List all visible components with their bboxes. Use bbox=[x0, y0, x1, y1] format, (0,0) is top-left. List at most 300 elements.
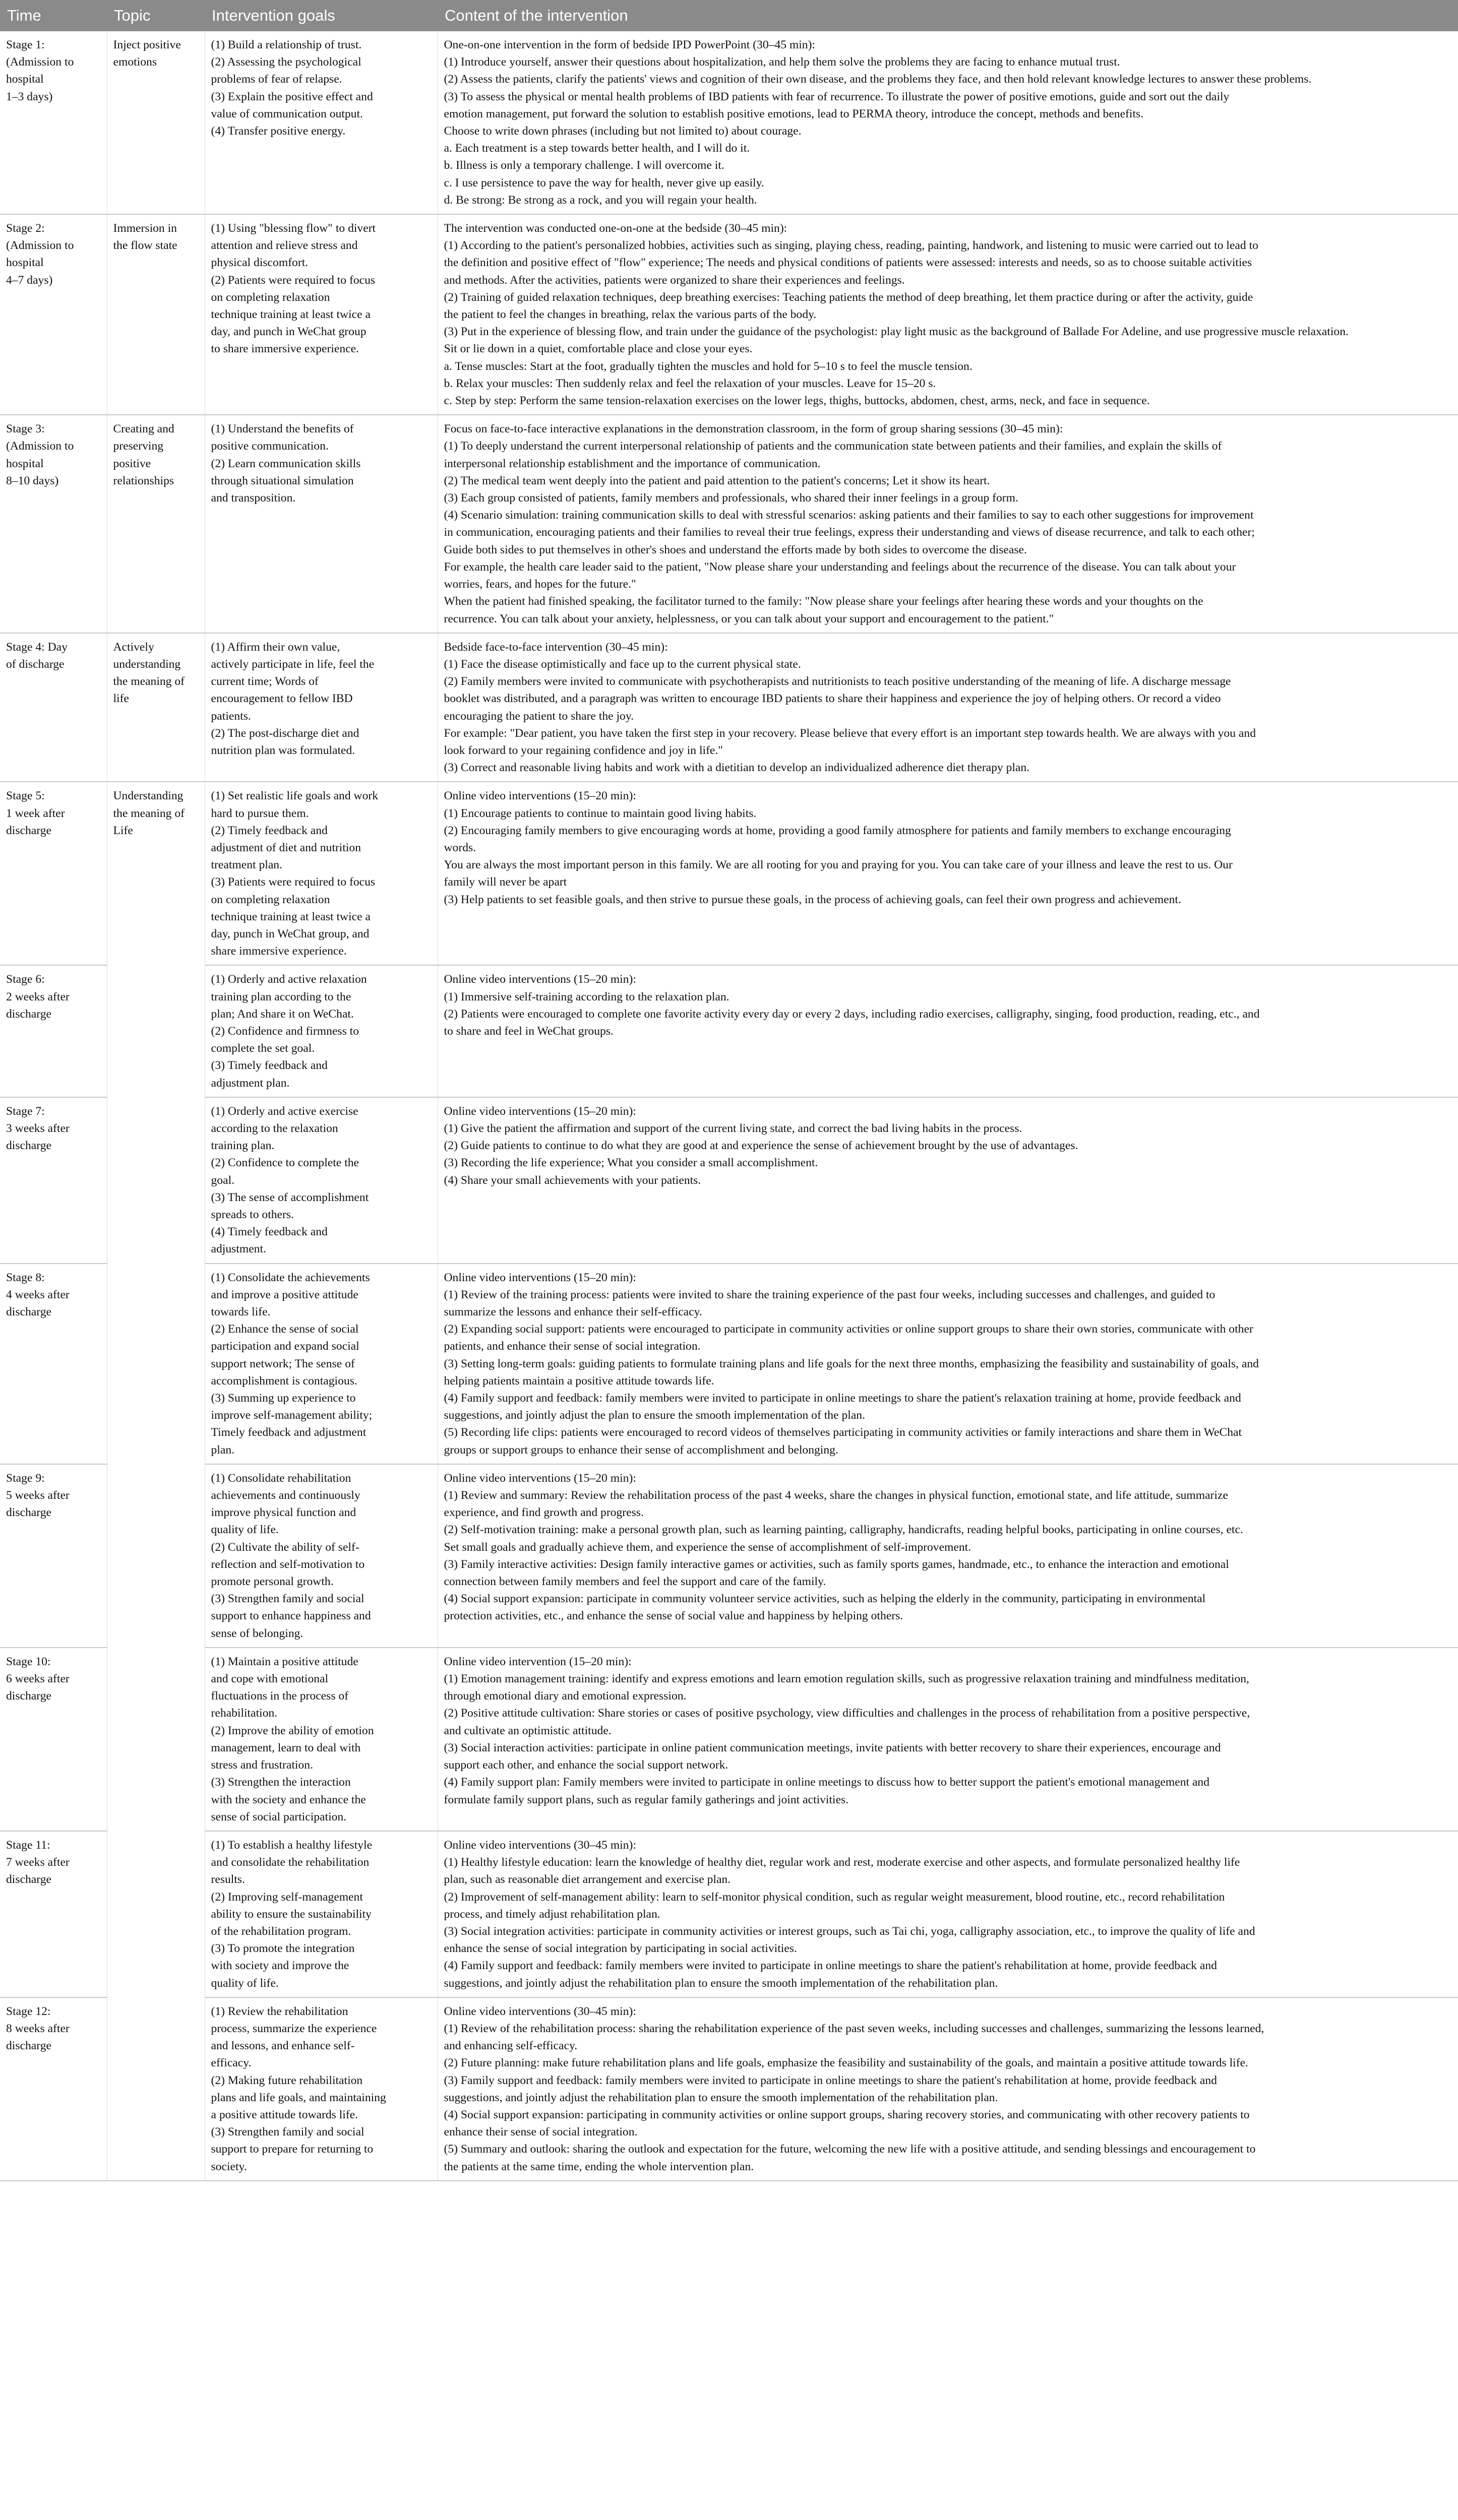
goals-line: day, punch in WeChat group, and bbox=[211, 927, 370, 940]
goals-cell bbox=[205, 782, 438, 965]
goals-cell bbox=[205, 633, 438, 782]
topic-line: Understanding bbox=[113, 789, 184, 803]
content-line: family will never be apart bbox=[444, 875, 567, 889]
content-line: worries, fears, and hopes for the future." bbox=[444, 578, 636, 591]
goals-line: society. bbox=[211, 2160, 247, 2173]
content-line: Focus on face-to-face interactive explanations in the demonstration classroom, in the form of group sharing sessions (30–45 min): bbox=[444, 422, 1063, 436]
time-line: discharge bbox=[6, 1873, 51, 1886]
topic-line: Life bbox=[113, 824, 133, 837]
topic-cell bbox=[107, 214, 205, 415]
content-line: (1) Review of the training process: patients were invited to share the training experience of the past four weeks, including successes and challenges, and guided to bbox=[444, 1288, 1216, 1301]
goals-line: with the society and enhance the bbox=[211, 1793, 366, 1806]
time-line: 4–7 days) bbox=[6, 273, 53, 287]
goals-line: (1) Orderly and active exercise bbox=[211, 1104, 358, 1118]
time-line: of discharge bbox=[6, 657, 65, 671]
table-row bbox=[0, 1648, 1458, 1831]
goals-line: (2) The post-discharge diet and bbox=[211, 726, 359, 740]
goals-line: (3) Strengthen family and social bbox=[211, 1592, 364, 1606]
topic-line: Creating and bbox=[113, 422, 174, 436]
goals-line: on completing relaxation bbox=[211, 893, 330, 906]
time-line: 2 weeks after bbox=[6, 990, 70, 1003]
time-line: hospital bbox=[6, 256, 44, 270]
time-line: 1–3 days) bbox=[6, 90, 53, 103]
goals-line: participation and expand social bbox=[211, 1340, 359, 1353]
time-cell bbox=[0, 1097, 107, 1264]
content-line: and methods. After the activities, patients were organized to share their experiences and feelings. bbox=[444, 273, 905, 287]
topic-cell bbox=[107, 965, 205, 1097]
topic-cell bbox=[107, 782, 205, 965]
time-line: 5 weeks after bbox=[6, 1489, 70, 1502]
goals-line: sense of social participation. bbox=[211, 1810, 347, 1823]
content-line: to share and feel in WeChat groups. bbox=[444, 1024, 614, 1038]
goals-line: nutrition plan was formulated. bbox=[211, 743, 355, 757]
content-line: (3) Setting long-term goals: guiding patients to formulate training plans and life goals for the next three months, emphasizing the feasibility and sustainability of goals, and bbox=[444, 1357, 1259, 1370]
time-line: discharge bbox=[6, 1139, 51, 1153]
table-row bbox=[0, 633, 1458, 782]
header-intervention-goals: Intervention goals bbox=[205, 0, 438, 31]
time-line: (Admission to bbox=[6, 55, 74, 69]
goals-line: fluctuations in the process of bbox=[211, 1689, 349, 1703]
content-line: (1) Introduce yourself, answer their questions about hospitalization, and help them solve the problems they are facing to enhance mutual trust. bbox=[444, 55, 1120, 69]
content-line: helping patients maintain a positive attitude towards life. bbox=[444, 1374, 714, 1388]
goals-line: reflection and self-motivation to bbox=[211, 1557, 365, 1571]
goals-line: management, learn to deal with bbox=[211, 1741, 361, 1754]
time-cell bbox=[0, 1464, 107, 1648]
time-line: (Admission to bbox=[6, 439, 74, 453]
table-row bbox=[0, 782, 1458, 965]
goals-line: with society and improve the bbox=[211, 1959, 349, 1973]
table-row bbox=[0, 415, 1458, 633]
goals-line: treatment plan. bbox=[211, 858, 283, 872]
time-line: discharge bbox=[6, 1506, 51, 1520]
goals-line: value of communication output. bbox=[211, 107, 363, 120]
goals-line: share immersive experience. bbox=[211, 944, 347, 958]
goals-line: and cope with emotional bbox=[211, 1672, 329, 1686]
header-time: Time bbox=[0, 0, 107, 31]
goals-line: Timely feedback and adjustment bbox=[211, 1426, 367, 1439]
time-line: discharge bbox=[6, 1689, 51, 1703]
goals-line: physical discomfort. bbox=[211, 256, 309, 270]
goals-line: accomplishment is contagious. bbox=[211, 1374, 357, 1388]
goals-line: towards life. bbox=[211, 1305, 271, 1319]
goals-line: on completing relaxation bbox=[211, 290, 330, 304]
content-line: (4) Social support expansion: participating in community activities or online support groups, sharing recovery stories, and communicating with other recovery patients to bbox=[444, 2108, 1250, 2121]
content-cell bbox=[438, 965, 1458, 1097]
goals-line: adjustment. bbox=[211, 1242, 266, 1256]
content-line: (2) Positive attitude cultivation: Share stories or cases of positive psychology, view difficulties and challenges in the process of rehabilitation from a positive perspective, bbox=[444, 1707, 1250, 1720]
topic-cell bbox=[107, 1648, 205, 1831]
topic-cell bbox=[107, 415, 205, 633]
goals-line: (2) Making future rehabilitation bbox=[211, 2073, 363, 2087]
content-line: Online video intervention (15–20 min): bbox=[444, 1655, 632, 1668]
content-line: (3) Family support and feedback: family members were invited to participate in online meetings to share the patient's rehabilitation at home, provide feedback and bbox=[444, 2073, 1217, 2087]
time-line: Stage 2: bbox=[6, 222, 45, 235]
time-line: hospital bbox=[6, 73, 44, 86]
content-line: (2) Training of guided relaxation techniques, deep breathing exercises: Teaching patients the method of deep breathing, let them practice during or after the activity, guide bbox=[444, 290, 1253, 304]
time-cell bbox=[0, 1264, 107, 1464]
goals-line: stress and frustration. bbox=[211, 1758, 313, 1772]
content-line: (3) Family interactive activities: Design family interactive games or activities, such as family sports games, handmade, etc., to enhance the interaction and emotional bbox=[444, 1557, 1229, 1571]
content-line: (1) Healthy lifestyle education: learn the knowledge of healthy diet, regular work and rest, moderate exercise and other aspects, and formulate personalized healthy life bbox=[444, 1856, 1240, 1869]
goals-line: (3) Strengthen family and social bbox=[211, 2125, 364, 2139]
goals-line: and improve a positive attitude bbox=[211, 1288, 358, 1301]
goals-line: technique training at least twice a bbox=[211, 910, 371, 923]
goals-line: (1) Build a relationship of trust. bbox=[211, 38, 362, 51]
goals-cell bbox=[205, 415, 438, 633]
time-line: (Admission to bbox=[6, 239, 74, 253]
goals-cell bbox=[205, 1997, 438, 2181]
content-line: (3) Social interaction activities: participate in online patient communication meetings, invite patients with better recovery to share their experiences, encourage and bbox=[444, 1741, 1221, 1754]
content-cell bbox=[438, 1831, 1458, 1997]
goals-line: goal. bbox=[211, 1173, 235, 1187]
table-row bbox=[0, 1831, 1458, 1997]
time-line: Stage 7: bbox=[6, 1104, 45, 1118]
goals-cell bbox=[205, 1264, 438, 1464]
goals-line: (3) To promote the integration bbox=[211, 1942, 355, 1956]
goals-line: (4) Transfer positive energy. bbox=[211, 124, 346, 138]
content-line: Online video interventions (15–20 min): bbox=[444, 1104, 636, 1118]
goals-line: (4) Timely feedback and bbox=[211, 1225, 328, 1239]
goals-line: a positive attitude towards life. bbox=[211, 2108, 358, 2121]
content-line: in communication, encouraging patients and their families to reveal their true feelings, express their understanding and views of disease recurrence, and talk to each other; bbox=[444, 526, 1255, 539]
table-body bbox=[0, 31, 1458, 2181]
content-line: (1) Encourage patients to continue to maintain good living habits. bbox=[444, 806, 757, 820]
topic-cell bbox=[107, 31, 205, 214]
goals-line: to share immersive experience. bbox=[211, 342, 359, 356]
header-content: Content of the intervention bbox=[438, 0, 1458, 31]
content-line: the patients at the same time, ending the whole intervention plan. bbox=[444, 2160, 754, 2173]
goals-line: results. bbox=[211, 1873, 245, 1886]
content-line: Sit or lie down in a quiet, comfortable place and close your eyes. bbox=[444, 342, 753, 356]
time-cell bbox=[0, 782, 107, 965]
content-line: Online video interventions (15–20 min): bbox=[444, 1471, 636, 1485]
content-line: suggestions, and jointly adjust the plan to ensure the smooth implementation of the plan. bbox=[444, 1409, 865, 1422]
content-line: words. bbox=[444, 841, 476, 854]
time-line: Stage 1: bbox=[6, 38, 45, 51]
goals-line: through situational simulation bbox=[211, 474, 354, 487]
content-line: (1) Review of the rehabilitation process: sharing the rehabilitation experience of the past seven weeks, including successes and challenges, summarizing the lessons learned, bbox=[444, 2022, 1264, 2035]
content-line: (2) Assess the patients, clarify the patients' views and cognition of their own disease, and the problems they face, and then hold relevant knowledge lectures to answer these problems. bbox=[444, 73, 1312, 86]
goals-line: of the rehabilitation program. bbox=[211, 1924, 351, 1938]
goals-line: adjustment plan. bbox=[211, 1076, 290, 1090]
content-line: interpersonal relationship establishment and the importance of communication. bbox=[444, 457, 821, 470]
content-line: (1) Emotion management training: identify and express emotions and learn emotion regulation skills, such as progressive relaxation training and mindfulness meditation, bbox=[444, 1672, 1249, 1686]
content-line: (2) Encouraging family members to give encouraging words at home, providing a good family atmosphere for patients and family members to exchange encouraging bbox=[444, 824, 1231, 837]
table-row bbox=[0, 1997, 1458, 2181]
table-row bbox=[0, 31, 1458, 214]
time-line: hospital bbox=[6, 457, 44, 470]
topic-line: the flow state bbox=[113, 239, 177, 253]
goals-line: and lessons, and enhance self- bbox=[211, 2039, 355, 2053]
topic-line: understanding bbox=[113, 657, 181, 671]
time-line: discharge bbox=[6, 1007, 51, 1021]
content-line: and enhancing self-efficacy. bbox=[444, 2039, 578, 2053]
goals-line: (3) Patients were required to focus bbox=[211, 875, 376, 889]
topic-line: Inject positive bbox=[113, 38, 181, 51]
goals-line: technique training at least twice a bbox=[211, 308, 371, 322]
time-line: 8–10 days) bbox=[6, 474, 59, 487]
content-line: b. Relax your muscles: Then suddenly relax and feel the relaxation of your muscles. Leave for 15–20 s. bbox=[444, 376, 936, 390]
goals-line: training plan. bbox=[211, 1139, 275, 1153]
content-cell bbox=[438, 1997, 1458, 2181]
goals-line: problems of fear of relapse. bbox=[211, 73, 342, 86]
table-header-row bbox=[0, 0, 1458, 31]
goals-line: (1) Affirm their own value, bbox=[211, 640, 340, 654]
goals-line: (1) To establish a healthy lifestyle bbox=[211, 1838, 373, 1852]
goals-cell bbox=[205, 1097, 438, 1264]
content-line: (3) Each group consisted of patients, family members and professionals, who shared their inner feelings in a group form. bbox=[444, 491, 1018, 505]
content-line: Guide both sides to put themselves in other's shoes and understand the efforts made by both sides to overcome the disease. bbox=[444, 543, 1027, 556]
content-cell bbox=[438, 214, 1458, 415]
goals-line: spreads to others. bbox=[211, 1208, 294, 1221]
content-cell bbox=[438, 1464, 1458, 1648]
goals-line: complete the set goal. bbox=[211, 1042, 315, 1055]
goals-line: (1) Maintain a positive attitude bbox=[211, 1655, 358, 1668]
goals-line: (2) Confidence and firmness to bbox=[211, 1024, 359, 1038]
time-line: Stage 8: bbox=[6, 1271, 45, 1284]
content-line: Bedside face-to-face intervention (30–45 min): bbox=[444, 640, 668, 654]
content-line: (4) Family support and feedback: family members were invited to participate in online meetings to share the patient's rehabilitation at home, provide feedback and bbox=[444, 1959, 1217, 1973]
content-line: c. I use persistence to pave the way for health, never give up easily. bbox=[444, 176, 764, 190]
content-line: Set small goals and gradually achieve them, and experience the sense of accomplishment of self-improvement. bbox=[444, 1540, 971, 1554]
goals-line: promote personal growth. bbox=[211, 1575, 334, 1589]
topic-cell bbox=[107, 1464, 205, 1648]
table-row bbox=[0, 1097, 1458, 1264]
content-line: look forward to your regaining confidence and joy in life." bbox=[444, 743, 723, 757]
goals-line: (1) Set realistic life goals and work bbox=[211, 789, 379, 803]
content-line: Online video interventions (15–20 min): bbox=[444, 973, 636, 986]
goals-line: (1) Using "blessing flow" to divert bbox=[211, 222, 376, 235]
content-line: (3) To assess the physical or mental health problems of IBD patients with fear of recurrence. To illustrate the power of positive emotions, guide and sort out the daily bbox=[444, 90, 1230, 103]
time-cell bbox=[0, 31, 107, 214]
time-line: 7 weeks after bbox=[6, 1856, 70, 1869]
content-line: (2) Family members were invited to communicate with psychotherapists and nutritionists to teach positive understanding of the meaning of life. A discharge message bbox=[444, 675, 1231, 688]
content-line: the patient to feel the changes in breathing, relax the various parts of the body. bbox=[444, 308, 817, 322]
goals-line: (2) Patients were required to focus bbox=[211, 273, 376, 287]
content-cell bbox=[438, 31, 1458, 214]
content-line: d. Be strong: Be strong as a rock, and you will regain your health. bbox=[444, 193, 757, 207]
time-line: Stage 4: Day bbox=[6, 640, 68, 654]
goals-line: actively participate in life, feel the bbox=[211, 657, 375, 671]
time-cell bbox=[0, 1648, 107, 1831]
content-line: (3) Social integration activities: participate in community activities or interest groups, such as Tai chi, yoga, calligraphy association, etc., to improve the quality of life and bbox=[444, 1924, 1255, 1938]
content-line: enhance the sense of social integration by participating in social activities. bbox=[444, 1942, 797, 1956]
content-line: One-on-one intervention in the form of bedside IPD PowerPoint (30–45 min): bbox=[444, 38, 816, 51]
table-row bbox=[0, 1264, 1458, 1464]
content-line: connection between family members and feel the support and care of the family. bbox=[444, 1575, 826, 1589]
content-line: patients, and enhance their sense of social integration. bbox=[444, 1340, 701, 1353]
content-line: (2) Improvement of self-management ability: learn to self-monitor physical condition, such as regular weight measurement, blood routine, etc., record rehabilitation bbox=[444, 1890, 1225, 1904]
content-line: (1) According to the patient's personalized hobbies, activities such as singing, playing chess, reading, painting, handwork, and listening to music were carried out to lead to bbox=[444, 239, 1258, 253]
goals-line: (2) Confidence to complete the bbox=[211, 1156, 359, 1170]
content-line: support each other, and enhance the social support network. bbox=[444, 1758, 728, 1772]
table-row bbox=[0, 965, 1458, 1097]
goals-line: (2) Learn communication skills bbox=[211, 457, 361, 470]
goals-line: (3) Timely feedback and bbox=[211, 1059, 328, 1073]
goals-line: (1) Orderly and active relaxation bbox=[211, 973, 367, 986]
goals-line: adjustment of diet and nutrition bbox=[211, 841, 361, 854]
topic-line: positive bbox=[113, 457, 151, 470]
goals-line: hard to pursue them. bbox=[211, 806, 309, 820]
content-line: (4) Scenario simulation: training communication skills to deal with stressful scenarios: asking patients and their families to say to each other suggestions for improvement bbox=[444, 509, 1254, 522]
table-row bbox=[0, 214, 1458, 415]
goals-line: (2) Cultivate the ability of self- bbox=[211, 1540, 359, 1554]
content-line: enhance their sense of social integration. bbox=[444, 2125, 638, 2139]
content-line: booklet was distributed, and a paragraph was written to encourage IBD patients to share their happiness and experience the joy of helping others. Or record a video bbox=[444, 692, 1221, 706]
content-line: (2) Future planning: make future rehabilitation plans and life goals, emphasize the feasibility and sustainability of the goals, and maintain a positive attitude towards life. bbox=[444, 2056, 1248, 2070]
goals-cell bbox=[205, 214, 438, 415]
goals-line: support network; The sense of bbox=[211, 1357, 355, 1370]
goals-line: (3) Strengthen the interaction bbox=[211, 1776, 351, 1789]
time-cell bbox=[0, 1831, 107, 1997]
content-line: emotion management, put forward the solution to establish positive emotions, lead to PERMA theory, introduce the concept, methods and benefits. bbox=[444, 107, 1144, 120]
time-line: Stage 11: bbox=[6, 1838, 50, 1852]
content-line: plan, such as reasonable diet arrangement and exercise plan. bbox=[444, 1873, 731, 1886]
time-cell bbox=[0, 1997, 107, 2181]
topic-line: the meaning of bbox=[113, 675, 185, 688]
topic-line: preserving bbox=[113, 439, 164, 453]
content-line: You are always the most important person in this family. We are all rooting for you and praying for you. You can take care of your illness and leave the rest to us. Our bbox=[444, 858, 1233, 872]
goals-cell bbox=[205, 31, 438, 214]
time-line: discharge bbox=[6, 2039, 51, 2053]
goals-line: (2) Enhance the sense of social bbox=[211, 1322, 359, 1336]
goals-line: (1) Review the rehabilitation bbox=[211, 2004, 348, 2018]
content-line: (4) Social support expansion: participate in community volunteer service activities, such as helping the elderly in the community, participating in environmental bbox=[444, 1592, 1206, 1606]
goals-line: (2) Timely feedback and bbox=[211, 824, 328, 837]
goals-line: (1) Consolidate rehabilitation bbox=[211, 1471, 351, 1485]
table-row bbox=[0, 1464, 1458, 1648]
content-line: and cultivate an optimistic attitude. bbox=[444, 1724, 612, 1737]
time-line: Stage 9: bbox=[6, 1471, 45, 1485]
content-line: (1) To deeply understand the current interpersonal relationship of patients and the communication state between patients and their families, and explain the skills of bbox=[444, 439, 1222, 453]
goals-line: plan; And share it on WeChat. bbox=[211, 1007, 354, 1021]
content-line: a. Each treatment is a step towards better health, and I will do it. bbox=[444, 142, 750, 155]
time-line: Stage 12: bbox=[6, 2004, 51, 2018]
topic-cell bbox=[107, 1097, 205, 1264]
goals-line: (1) Consolidate the achievements bbox=[211, 1271, 370, 1284]
goals-line: and consolidate the rehabilitation bbox=[211, 1856, 370, 1869]
goals-line: support to enhance happiness and bbox=[211, 1609, 371, 1623]
goals-line: (2) Improve the ability of emotion bbox=[211, 1724, 374, 1737]
time-line: 3 weeks after bbox=[6, 1121, 70, 1135]
content-line: Online video interventions (15–20 min): bbox=[444, 1271, 636, 1284]
content-line: (3) Put in the experience of blessing flow, and train under the guidance of the psychologist: play light music as the background of Ballade For Adeline, and use progressive muscle relaxation. bbox=[444, 325, 1349, 339]
content-line: (5) Recording life clips: patients were encouraged to record videos of themselves participating in community activities or family interactions and share them in WeChat bbox=[444, 1426, 1242, 1439]
topic-line: Immersion in bbox=[113, 222, 177, 235]
goals-cell bbox=[205, 965, 438, 1097]
goals-line: ability to ensure the sustainability bbox=[211, 1907, 372, 1921]
goals-line: attention and relieve stress and bbox=[211, 239, 358, 253]
time-cell bbox=[0, 633, 107, 782]
content-line: b. Illness is only a temporary challenge. I will overcome it. bbox=[444, 159, 724, 172]
goals-line: training plan according to the bbox=[211, 990, 351, 1003]
topic-cell bbox=[107, 1997, 205, 2181]
goals-line: (3) Explain the positive effect and bbox=[211, 90, 373, 103]
content-line: (1) Immersive self-training according to the relaxation plan. bbox=[444, 990, 730, 1003]
goals-line: plans and life goals, and maintaining bbox=[211, 2091, 386, 2104]
time-line: 8 weeks after bbox=[6, 2022, 70, 2035]
content-line: Online video interventions (30–45 min): bbox=[444, 2004, 636, 2018]
content-line: (3) Recording the life experience; What you consider a small accomplishment. bbox=[444, 1156, 818, 1170]
content-line: For example, the health care leader said to the patient, "Now please share your understanding and feelings about the recurrence of the disease. You can talk about your bbox=[444, 560, 1236, 574]
content-cell bbox=[438, 415, 1458, 633]
topic-cell bbox=[107, 1264, 205, 1464]
goals-line: achievements and continuously bbox=[211, 1489, 360, 1502]
goals-line: quality of life. bbox=[211, 1976, 279, 1990]
goals-line: improve self-management ability; bbox=[211, 1409, 373, 1422]
goals-line: current time; Words of bbox=[211, 675, 319, 688]
content-line: a. Tense muscles: Start at the foot, gradually tighten the muscles and hold for 5–10 s to feel the muscle tension. bbox=[444, 359, 973, 373]
goals-line: positive communication. bbox=[211, 439, 329, 453]
content-cell bbox=[438, 1648, 1458, 1831]
goals-cell bbox=[205, 1464, 438, 1648]
content-line: formulate family support plans, such as regular family gatherings and joint activities. bbox=[444, 1793, 849, 1806]
topic-cell bbox=[107, 1831, 205, 1997]
goals-line: quality of life. bbox=[211, 1523, 279, 1537]
content-line: experience, and find growth and progress. bbox=[444, 1506, 644, 1520]
content-line: (2) Expanding social support: patients were encouraged to participate in community activities or online support groups to share their own stories, communicate with other bbox=[444, 1322, 1253, 1336]
time-line: discharge bbox=[6, 1305, 51, 1319]
time-line: Stage 5: bbox=[6, 789, 45, 803]
goals-line: support to prepare for returning to bbox=[211, 2143, 374, 2156]
content-cell bbox=[438, 633, 1458, 782]
topic-line: emotions bbox=[113, 55, 157, 69]
topic-line: Actively bbox=[113, 640, 154, 654]
content-line: (3) Correct and reasonable living habits and work with a dietitian to develop an individualized adherence diet therapy plan. bbox=[444, 761, 1030, 775]
topic-line: life bbox=[113, 692, 129, 706]
content-line: protection activities, etc., and enhance the sense of social value and happiness by helping others. bbox=[444, 1609, 903, 1623]
content-line: suggestions, and jointly adjust the rehabilitation plan to ensure the smooth implementation of the rehabilitation plan. bbox=[444, 1976, 998, 1990]
content-line: (2) Patients were encouraged to complete one favorite activity every day or every 2 days, including radio exercises, calligraphy, singing, food production, reading, etc., and bbox=[444, 1007, 1260, 1021]
goals-cell bbox=[205, 1648, 438, 1831]
content-line: Online video interventions (15–20 min): bbox=[444, 789, 636, 803]
topic-cell bbox=[107, 633, 205, 782]
time-cell bbox=[0, 214, 107, 415]
goals-line: according to the relaxation bbox=[211, 1121, 338, 1135]
goals-line: and transposition. bbox=[211, 491, 296, 505]
time-line: Stage 6: bbox=[6, 973, 45, 986]
goals-line: efficacy. bbox=[211, 2056, 252, 2070]
goals-line: (2) Assessing the psychological bbox=[211, 55, 361, 69]
header-topic: Topic bbox=[107, 0, 205, 31]
content-line: suggestions, and jointly adjust the rehabilitation plan to ensure the smooth implementation of the rehabilitation plan. bbox=[444, 2091, 998, 2104]
content-cell bbox=[438, 782, 1458, 965]
content-line: (4) Family support plan: Family members were invited to participate in online meetings to discuss how to better support the patient's emotional management and bbox=[444, 1776, 1210, 1789]
goals-line: sense of belonging. bbox=[211, 1626, 303, 1640]
goals-line: process, summarize the experience bbox=[211, 2022, 377, 2035]
goals-cell bbox=[205, 1831, 438, 1997]
content-line: c. Step by step: Perform the same tension-relaxation exercises on the lower legs, thighs, buttocks, abdomen, chest, arms, neck, and face in sequence. bbox=[444, 394, 1150, 408]
goals-line: (3) The sense of accomplishment bbox=[211, 1190, 369, 1204]
time-line: discharge bbox=[6, 824, 51, 837]
time-cell bbox=[0, 415, 107, 633]
content-line: the definition and positive effect of "flow" experience; The needs and physical conditions of patients were assessed: interests and needs, so as to choose suitable activities bbox=[444, 256, 1252, 270]
content-line: (1) Give the patient the affirmation and support of the current living state, and correct the bad living habits in the process. bbox=[444, 1121, 1022, 1135]
goals-line: patients. bbox=[211, 709, 251, 723]
time-line: Stage 3: bbox=[6, 422, 45, 436]
content-cell bbox=[438, 1097, 1458, 1264]
time-line: Stage 10: bbox=[6, 1655, 51, 1668]
content-line: (1) Face the disease optimistically and face up to the current physical state. bbox=[444, 657, 801, 671]
content-line: (4) Family support and feedback: family members were invited to participate in online meetings to share the patient's relaxation training at home, provide feedback and bbox=[444, 1392, 1241, 1405]
content-line: The intervention was conducted one-on-one at the bedside (30–45 min): bbox=[444, 222, 787, 235]
time-line: 4 weeks after bbox=[6, 1288, 70, 1301]
content-line: When the patient had finished speaking, the facilitator turned to the family: "Now please share your feelings after hearing these words and your thoughts on the bbox=[444, 595, 1203, 608]
time-cell bbox=[0, 965, 107, 1097]
content-line: through emotional diary and emotional expression. bbox=[444, 1689, 687, 1703]
goals-line: (3) Summing up experience to bbox=[211, 1392, 356, 1405]
goals-line: encouragement to fellow IBD bbox=[211, 692, 353, 706]
